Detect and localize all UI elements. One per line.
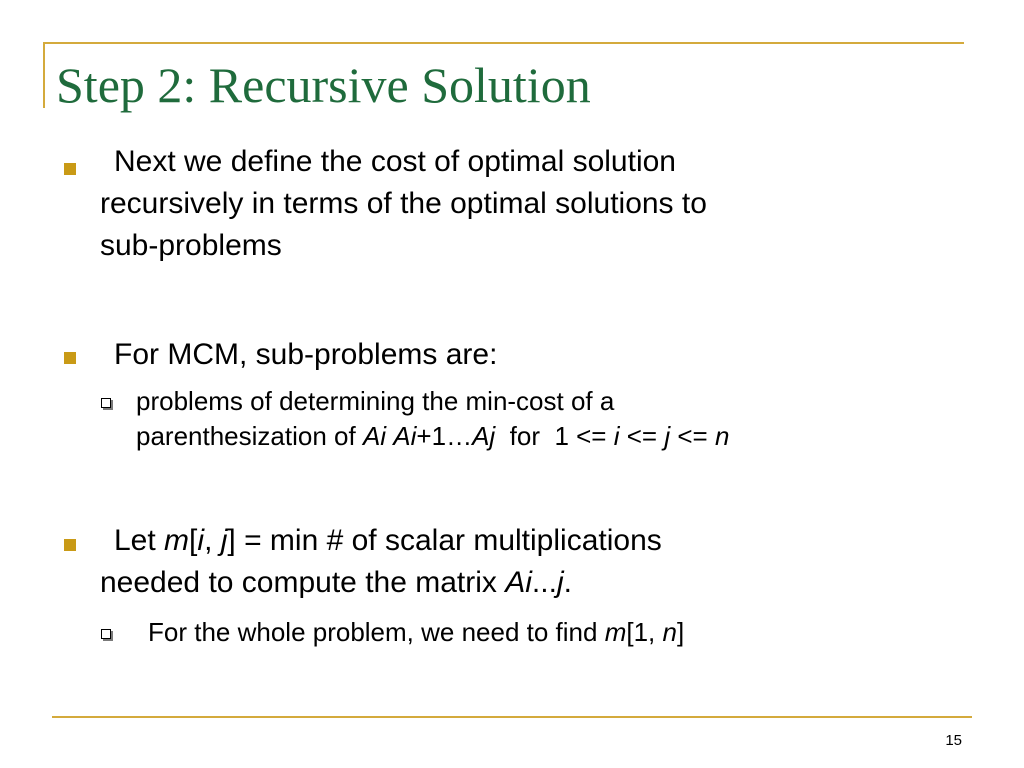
- bullet-3-rest: ] = min # of scalar multiplications: [227, 524, 662, 557]
- left-bracket: [: [189, 524, 198, 557]
- bullet-square-icon: [64, 539, 76, 551]
- sub-bullet-checkbox-icon: [101, 398, 111, 408]
- bullet-3-line-2-prefix: needed to compute the matrix: [100, 566, 506, 599]
- period: .: [563, 566, 572, 599]
- bullet-1-line-2: recursively in terms of the optimal solutions to: [100, 187, 707, 220]
- slide-title: Step 2: Recursive Solution: [56, 57, 591, 113]
- bullet-3-line-2: [100, 562, 572, 604]
- bracket-one: [1,: [626, 617, 663, 647]
- bullet-square-icon: [64, 352, 76, 364]
- sub-bullet-1-line-2: [136, 419, 729, 454]
- matrix-ai-second: Ai: [393, 421, 417, 451]
- slide-number: 15: [945, 732, 962, 749]
- bullet-1-line-1: Next we define the cost of optimal solution: [114, 145, 676, 178]
- var-i: i: [197, 524, 205, 557]
- var-n: n: [714, 421, 730, 451]
- var-m: m: [164, 524, 190, 557]
- sub-bullet-checkbox-icon: [101, 629, 111, 639]
- var-j: j: [664, 421, 671, 451]
- bullet-2-text: For MCM, sub-problems are:: [114, 338, 498, 371]
- close-bracket: ]: [676, 617, 685, 647]
- le-2: <=: [619, 421, 665, 451]
- sub-bullet-1-prefix: parenthesization of: [136, 421, 363, 451]
- var-m: m: [604, 617, 627, 647]
- comma: ,: [204, 524, 221, 557]
- sub-bullet-2-prefix: For the whole problem, we need to find: [148, 617, 605, 647]
- le-3: <=: [670, 421, 715, 451]
- matrix-ai: Ai: [505, 566, 532, 599]
- le-1: <=: [576, 421, 614, 451]
- bullet-3-line-1: [114, 520, 662, 562]
- matrix-ai: Ai: [362, 421, 387, 451]
- var-n: n: [662, 617, 677, 647]
- bullet-square-icon: [64, 163, 76, 175]
- matrix-aj: Aj: [472, 421, 496, 451]
- var-j: j: [220, 524, 228, 557]
- var-i: i: [613, 421, 620, 451]
- dots: ...: [531, 566, 557, 599]
- let-text: Let: [114, 524, 165, 557]
- top-frame-line: [44, 42, 964, 44]
- sub-bullet-2-text: [148, 615, 684, 650]
- var-j: j: [556, 566, 564, 599]
- plus-one: +1…: [416, 421, 473, 451]
- left-frame-line: [43, 42, 45, 108]
- bullet-1-line-3: sub-problems: [100, 229, 282, 262]
- bottom-frame-line: [52, 716, 972, 718]
- for-text: for 1: [495, 421, 577, 451]
- sub-bullet-1-line-1: problems of determining the min-cost of a: [136, 386, 615, 416]
